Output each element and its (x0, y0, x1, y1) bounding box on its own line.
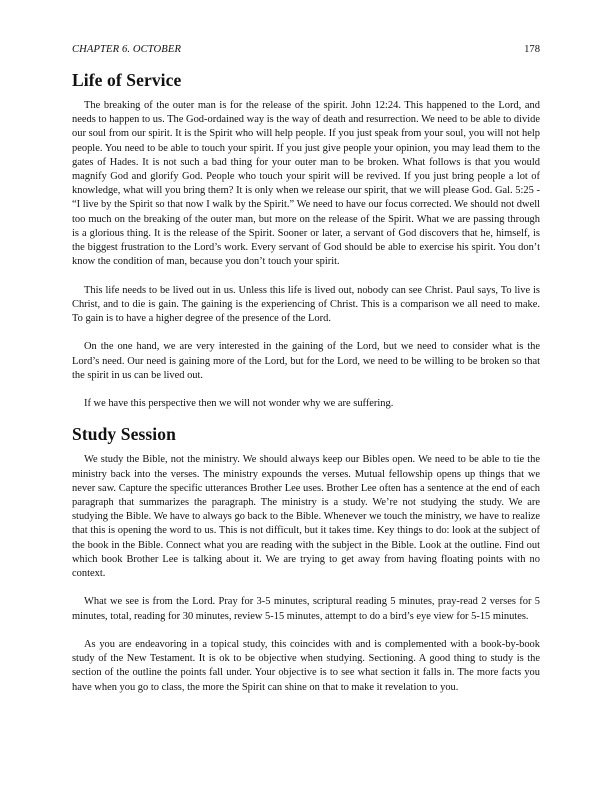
section-heading: Life of Service (72, 70, 182, 90)
paragraph: We study the Bible, not the ministry. We should always keep our Bibles open. We need to be able to tie the ministry back into the verses. The ministry expounds the verses. Mutual fellowship opens up things that we never saw. Capture the specific utterances Brother Lee uses. Brother Lee often has a sentence at the end of each paragraph that summarizes the paragraph. The ministry is a study. We’re not studying the study. We are studying the Bible. We have to always go back to the Bible. Whenever we touch the ministry, we have to realize that this is opening the word to us. This is not difficult, but it takes time. Key things to do: look at the subject of the book in the Bible. Connect what you are reading with the subject in the Bible. Look at the outline. Find out which book Brother Lee is talking about it. We are trying to get away from having floating points with no context. (72, 454, 540, 580)
paragraph: On the one hand, we are very interested in the gaining of the Lord, but we need to consider what is the Lord’s need. Our need is gaining more of the Lord, but for the Lord, we need to be willing to be broken so that the spirit in us can be lived out. (72, 341, 540, 381)
section-heading: Study Session (72, 424, 176, 445)
chapter-title: CHAPTER 6. OCTOBER (72, 44, 182, 55)
paragraph: As you are endeavoring in a topical study, this coincides with and is complemented with a book-by-book study of the New Testament. It is ok to be objective when studying. Sectioning. A good thing to study is the section of the outline the points fall under. Your objective is to see what section it falls in. The more facts you have when you go to class, the more the Spirit can shine on that to make it revelation to you. (72, 639, 540, 693)
page-number: 178 (524, 44, 540, 55)
paragraph: The breaking of the outer man is for the release of the spirit. John 12:24. This happened to the Lord, and needs to happen to us. The God-ordained way is the way of death and resurrection. We need to be able to divide our soul from our spirit. It is the Spirit who will help people. If you just speak from your soul, you will not help people. You need to be able to touch your spirit. If you just give people your opinion, you may lead them to the gates of Hades. It is not such a bad thing for your outer man to be broken. What follows is that you would magnify God and glorify God. People who touch your spirit will be revived. If you just bring people a lot of knowledge, what will you bring them? It is only when we release our spirit, that we will please God. Gal. 5:25 - “I live by the Spirit so that now I walk by the Spirit.” We need to have our focus corrected. We should not dwell too much on the breaking of the outer man, but more on the release of the Spirit. What we are passing through is a glorious thing. It is the release of the Spirit. Sooner or later, a servant of God discovers that he, himself, is the biggest frustration to the Lord’s work. Every servant of God should be able to exercise his spirit. You don’t know the condition of man, because you don’t touch your spirit. (72, 100, 540, 268)
document-page (72, 44, 540, 709)
paragraph: What we see is from the Lord. Pray for 3-5 minutes, scriptural reading 5 minutes, pray-read 2 verses for 5 minutes, total, reading for 30 minutes, review 5-15 minutes, attempt to do a bird’s eye view for 5-15 minutes. (72, 596, 540, 622)
paragraph: If we have this perspective then we will not wonder why we are suffering. (84, 398, 394, 410)
paragraph: This life needs to be lived out in us. Unless this life is lived out, nobody can see Christ. Paul says, To live is Christ, and to die is gain. The gaining is the experiencing of Christ. This is a comparison we all need to make. To gain is to have a higher degree of the presence of the Lord. (72, 284, 540, 325)
section-study-session (72, 424, 540, 694)
running-header (72, 44, 540, 58)
section-life-of-service (72, 70, 540, 411)
